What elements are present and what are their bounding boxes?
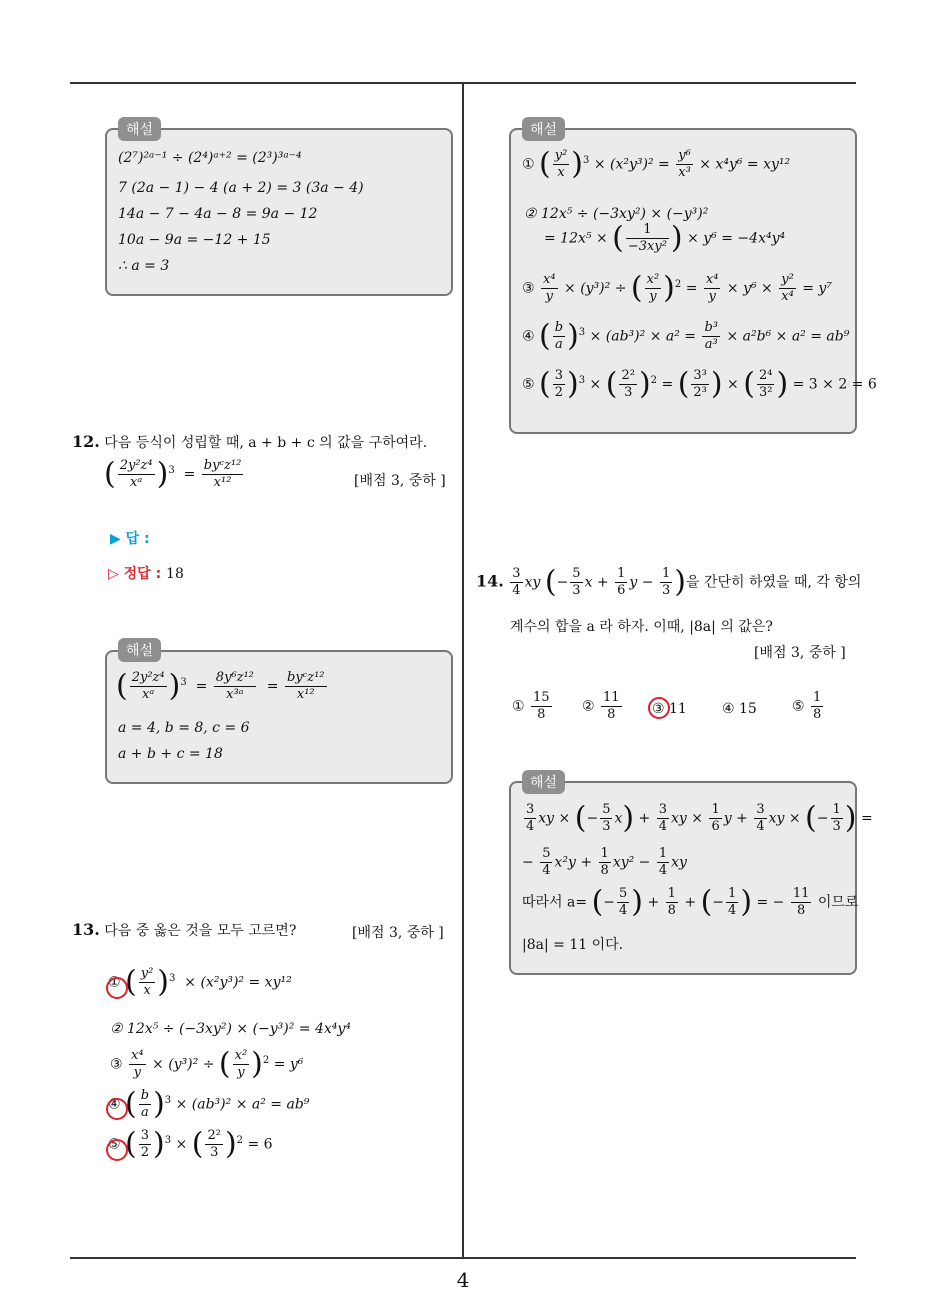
q14-explain-line-1: $\frac{3}{4}$ xy × (− $\frac{5}{3}$ x) + $\frac{3}{4}$ xy × $\frac{1}{6}$ y + $\frac{3}{4}$ xy × (− $\frac{1}{3}$ ) = bbox=[526, 800, 873, 836]
page-number: 4 bbox=[456, 1268, 470, 1292]
q13-explain-line-6: ⑤ ( $\frac{3}{2}$ )$^3$ × ( $\frac{\text{2²}}{3}$ )$^2$ = ( $\frac{\text{3³}}{\text{2³}}$ ) × ( $\frac{\text{2⁴}}{\text{3²}}$ ) = 3 × 2 = 6 bbox=[522, 366, 877, 402]
q14-explain-line-4: |8a| = 11 이다. bbox=[522, 937, 624, 953]
q13-explain-line-1: ① ( $\frac{\text{y²}}{x}$ )$^3$ × (x²y³)² = $\frac{\text{y⁶}}{\text{x³}}$ × x⁴y⁶ = xy¹² bbox=[522, 146, 791, 182]
q14-option-3[interactable]: ③ 11 bbox=[652, 701, 687, 717]
q13-explain-line-4: ③ $\frac{\text{x⁴}}{y}$ × (y³)² ÷ ( $\frac{\text{x²}}{y}$ )$^2$ = $\frac{\text{x⁴}}{y}$ × y⁶ × $\frac{\text{y²}}{\text{x⁴}}$ = y⁷ bbox=[522, 270, 832, 306]
q14-explain-line-2: − $\frac{5}{4}$ x²y + $\frac{1}{8}$ xy² − $\frac{1}{4}$ xy bbox=[522, 846, 687, 878]
bottom-rule bbox=[70, 1257, 856, 1259]
q14-explain-line-3: 따라서 a= (− $\frac{5}{4}$ ) + $\frac{1}{8}$ + (− $\frac{1}{4}$ ) = − $\frac{11}{8}$ 이므로 bbox=[522, 884, 859, 920]
column-divider bbox=[462, 84, 464, 1258]
selected-mark bbox=[648, 697, 670, 719]
q11-explain-line: 7 (2a − 1) − 4 (a + 2) = 3 (3a − 4) bbox=[118, 180, 364, 196]
q12-number: 12. bbox=[72, 432, 100, 451]
explanation-tag: 해설 bbox=[522, 770, 565, 794]
q12-points: [배점 3, 중하 ] bbox=[354, 473, 446, 489]
q11-explain-line: 10a − 9a = −12 + 15 bbox=[118, 232, 271, 248]
q13-points: [배점 3, 중하 ] bbox=[352, 925, 444, 941]
q13-option-5[interactable]: ⑤ ( $\frac{3}{2}$ )$^3$ × ( $\frac{\text{2²}}{3}$ )$^2$ = 6 bbox=[108, 1126, 273, 1162]
q13-explain-line-5: ④ ( $\frac{b}{a}$ )$^3$ × (ab³)² × a² = $\frac{\text{b³}}{\text{a³}}$ × a²b⁶ × a² = ab⁹ bbox=[522, 318, 850, 354]
q13-number: 13. bbox=[72, 920, 100, 939]
q14-option-1[interactable]: ① $\frac{15}{8}$ bbox=[512, 690, 550, 722]
q12-correct-answer: ▷ 정답 : 18 bbox=[108, 566, 184, 582]
q14-text: 을 간단히 하였을 때, 각 항의 bbox=[685, 574, 862, 591]
q12-explain-line: a + b + c = 18 bbox=[118, 746, 223, 762]
q12-text: 다음 등식이 성립할 때, a + b + c 의 값을 구하여라. bbox=[104, 435, 428, 451]
explanation-tag: 해설 bbox=[522, 117, 565, 141]
q14-option-2[interactable]: ② $\frac{11}{8}$ bbox=[582, 690, 620, 722]
q13-option-4[interactable]: ④ ( $\frac{b}{a}$ )$^3$ × (ab³)² × a² = ab⁹ bbox=[108, 1086, 310, 1122]
q13-option-3[interactable]: ③ $\frac{\text{x⁴}}{y}$ × (y³)² ÷ ( $\frac{\text{x²}}{y}$ )$^2$ = y⁶ bbox=[110, 1046, 304, 1082]
explanation-tag: 해설 bbox=[118, 117, 161, 141]
q12-equation: ( $\frac{\text{2y²z⁴}}{\text{xᵃ}}$ )$^3$ = $\frac{\text{byᶜz¹²}}{\text{x¹²}}$ bbox=[104, 456, 242, 492]
q14-number: 14. bbox=[476, 571, 504, 591]
q14-points: [배점 3, 중하 ] bbox=[754, 645, 846, 661]
q13-option-2[interactable]: ② 12x⁵ ÷ (−3xy²) × (−y³)² = 4x⁴y⁴ bbox=[110, 1021, 351, 1037]
q12-correct-value: 18 bbox=[166, 566, 184, 582]
q13-question bbox=[72, 920, 296, 940]
q11-explain-line: 14a − 7 − 4a − 8 = 9a − 12 bbox=[118, 206, 318, 222]
q11-explain-line: ∴ a = 3 bbox=[118, 258, 170, 274]
q14-option-5[interactable]: ⑤ $\frac{1}{8}$ bbox=[792, 690, 822, 722]
q12-answer-label: ▶ 답 : bbox=[110, 531, 150, 547]
q14-option-4[interactable]: ④ 15 bbox=[722, 701, 757, 717]
q13-explain-line-3: = 12x⁵ × ( $\frac{1}{\text{−3xy²}}$ ) × y⁶ = −4x⁴y⁴ bbox=[544, 220, 786, 256]
q12-explain-eq: ( $\frac{\text{2y²z⁴}}{\text{xᵃ}}$ )$^3$ = $\frac{\text{8y⁶z¹²}}{\text{x³ᵃ}}$ = $\frac{\text{byᶜz¹²}}{\text{x¹²}}$ bbox=[116, 668, 325, 704]
q12-explain-line: a = 4, b = 8, c = 6 bbox=[118, 720, 250, 736]
q14-question: 14. $\frac{3}{4}$ xy (− $\frac{5}{3}$ x + $\frac{1}{6}$ y − $\frac{1}{3}$ )을 간단히 하였을 때, 각 항의 bbox=[476, 564, 862, 600]
q14-text-line-2: 계수의 합을 a 라 하자. 이때, |8a| 의 값은? bbox=[510, 619, 773, 635]
selected-mark bbox=[106, 1139, 128, 1161]
explanation-tag: 해설 bbox=[118, 638, 161, 662]
selected-mark bbox=[106, 977, 128, 999]
q13-option-1[interactable]: ① ( $\frac{\text{y²}}{x}$ )$^3$ × (x²y³)² = xy¹² bbox=[108, 964, 292, 1000]
q13-explain-line-2: ② 12x⁵ ÷ (−3xy²) × (−y³)² bbox=[524, 206, 709, 222]
q11-explain-line: (2⁷)²ᵃ⁻¹ ÷ (2⁴)ᵃ⁺² = (2³)³ᵃ⁻⁴ bbox=[118, 150, 302, 166]
q12-question bbox=[72, 432, 427, 452]
q13-text: 다음 중 옳은 것을 모두 고르면? bbox=[104, 923, 297, 939]
selected-mark bbox=[106, 1098, 128, 1120]
